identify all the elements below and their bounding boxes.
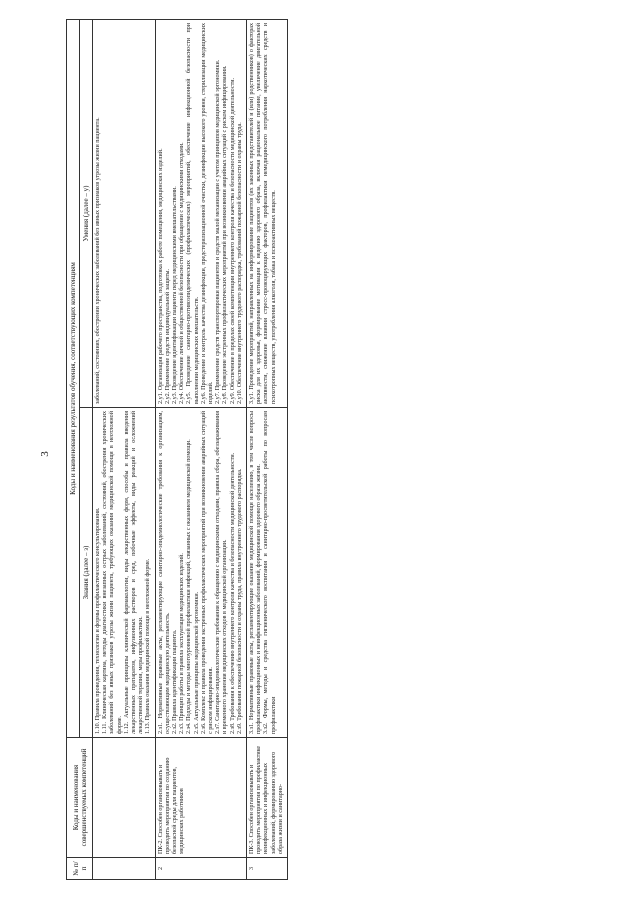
- skills-cell: [155, 19, 246, 407]
- skill-item: 3.у1. Проведение мероприятий, направленных на информирование пациентов (их законных представителей и (или) родственников) о факторах риска для их здоровья, формирование мотивации к ведению здорового образа, включая рациональное питание, увеличение двигательной активности, снижение влияния стресс-провоцирующих факторов, профилактики немедицинского потребления наркотических средств и психотропных веществ, употребления алкоголя, табака и психоактивных веществ.: [249, 22, 277, 404]
- page-number: 3: [38, 451, 51, 457]
- competency-code: ПК-3. Способен организовывать и проводить мероприятия по профилактике неинфекционных и инфекционных заболеваний, формированию здорового образа жизни и санитарно-: [247, 738, 288, 858]
- skill-item: 2.у2. Применение средств индивидуальной защиты.: [164, 268, 171, 404]
- rotated-table-frame: [66, 20, 586, 880]
- skills-cell: [93, 19, 156, 407]
- competency-code: [93, 738, 156, 858]
- knowledge-item: 2.з4. Подходы и методы многоуровневой профилактики инфекций, связанных с оказанием медицинской помощи.: [186, 439, 193, 734]
- skill-item: 2.у5. Проведение санитарно-противоэпидемических (профилактических) мероприятий, обеспечение инфекционной безопасности при выполнении медицинских вмешательств.: [186, 22, 200, 404]
- knowledge-item: 2.з6. Комплекс и правила проведения экстренных профилактических мероприятий при возникновении аварийных ситуаций с риском инфицирования.: [200, 411, 215, 734]
- header-skills: Умения (далее – у): [80, 19, 93, 407]
- skill-item: 2.у9. Обеспечение в пределах своей компетенции внутреннего контроля качества и безопасности медицинской деятельности.: [229, 77, 236, 404]
- row-number: 3: [247, 858, 288, 880]
- row-number: 2: [155, 858, 246, 880]
- knowledge-item: 2.з9. Требования пожарной безопасности и охраны труда, правила внутреннего трудового распорядка.: [236, 468, 243, 734]
- knowledge-item: 3.з2. Формы, методы и средства гигиенического воспитания и санитарно-просветительской работы по вопросам профилактики: [263, 411, 277, 734]
- knowledge-cell: [247, 408, 288, 738]
- knowledge-item: 1.13. Правила оказания медицинской помощи в неотложной форме.: [145, 558, 152, 734]
- skill-item: заболеваний, состояниях, обострении хронических заболеваний без явных признаков угрозы жизни пациента.: [95, 117, 101, 404]
- header-num: № п/п: [67, 858, 93, 880]
- table-row: [93, 19, 156, 879]
- header-code: Коды и наименования совершенствуемых компетенций: [67, 738, 93, 858]
- skill-item: 2.у7. Применение средств транспортировки пациентов и средств малой механизации с учетом принципов медицинской эргономики.: [215, 59, 222, 404]
- competencies-table: [66, 19, 288, 880]
- knowledge-item: 1.11. Клиническая картина, методы диагностики внезапных острых заболеваний, состояний, обострения хронических заболеваний без явных признаков угрозы жизни пациента, требующих оказания медицинской помощи в неотложной форме.: [102, 411, 123, 734]
- skill-item: 2.у4. Обеспечение личной и общественной безопасности при обращении с медицинскими отходами.: [179, 142, 186, 404]
- header-group: Коды и наименования результатов обучения, соответствующих компетенциям: [67, 19, 80, 737]
- table-row: [155, 19, 246, 879]
- skill-item: 2.у10. Обеспечение внутреннего трудового распорядка, требований пожарной безопасности и охраны труда.: [236, 122, 243, 404]
- header-knowledge: Знания (далее – з): [80, 408, 93, 738]
- knowledge-item: 2.з3. Принцип работы и правила эксплуатации медицинских изделий.: [179, 553, 186, 734]
- knowledge-item: 1.12. Актуальные принципы клинической фармакологии, виды лекарственных форм, способы и правила введения лекарственных препаратов, инфузионных растворов и сред, побочные эффекты, виды реакций и осложнений лекарственной терапии, меры профилактики.: [123, 411, 145, 734]
- table-row: [247, 19, 288, 879]
- knowledge-item: 2.з8. Требования к обеспечению внутреннего контроля качества и безопасности медицинской деятельности.: [229, 452, 236, 734]
- knowledge-cell: [155, 408, 246, 738]
- skill-item: 2.у8. Проведение экстренных профилактических мероприятий при возникновении аварийных ситуаций с риском инфицирования.: [222, 65, 229, 404]
- skill-item: 2.у6. Проведение и контроль качества дезинфекции, предстерилизационной очистки, дезинфекции высокого уровня, стерилизации медицинских изделий.: [200, 22, 215, 404]
- knowledge-item: 1.10. Правила проведения, технологии и формы профилактического консультирования.: [95, 507, 101, 734]
- skills-cell: [247, 19, 288, 407]
- knowledge-item: 2.з1. Нормативные правовые акты, регламентирующие санитарно-эпидемиологические требования к организациям, осуществляющим медицинскую деятельность.: [157, 411, 171, 734]
- knowledge-item: 2.з5. Актуальные принципы медицинской эргономики.: [193, 591, 200, 734]
- knowledge-item: 2.з2. Правила идентификации пациента.: [172, 629, 179, 734]
- row-number: [93, 858, 156, 880]
- knowledge-item: 3.з1. Нормативные правовые акты, регламентирующие оказание медицинской помощи населению, в том числе вопросы профилактики инфекционных и неинфекционных заболеваний, формирования здорового образа жизни.: [249, 411, 263, 734]
- table-body: [93, 19, 288, 879]
- competency-code: ПК-2. Способен организовывать и проводить мероприятия по созданию безопасной среды для пациентов, медицинских работников: [155, 738, 246, 858]
- skill-item: 2.у3. Проведение идентификации пациента перед медицинскими вмешательствами.: [172, 186, 179, 404]
- knowledge-item: 2.з7. Санитарно-эпидемиологические требования к обращению с медицинскими отходами, правила сбора, обеззараживания и временного хранения медицинских отходов в медицинской организации.: [215, 411, 229, 734]
- knowledge-cell: [93, 408, 156, 738]
- skill-item: 2.у1. Организация рабочего пространства, подготовка к работе помещения, медицинских изделий.: [157, 148, 164, 404]
